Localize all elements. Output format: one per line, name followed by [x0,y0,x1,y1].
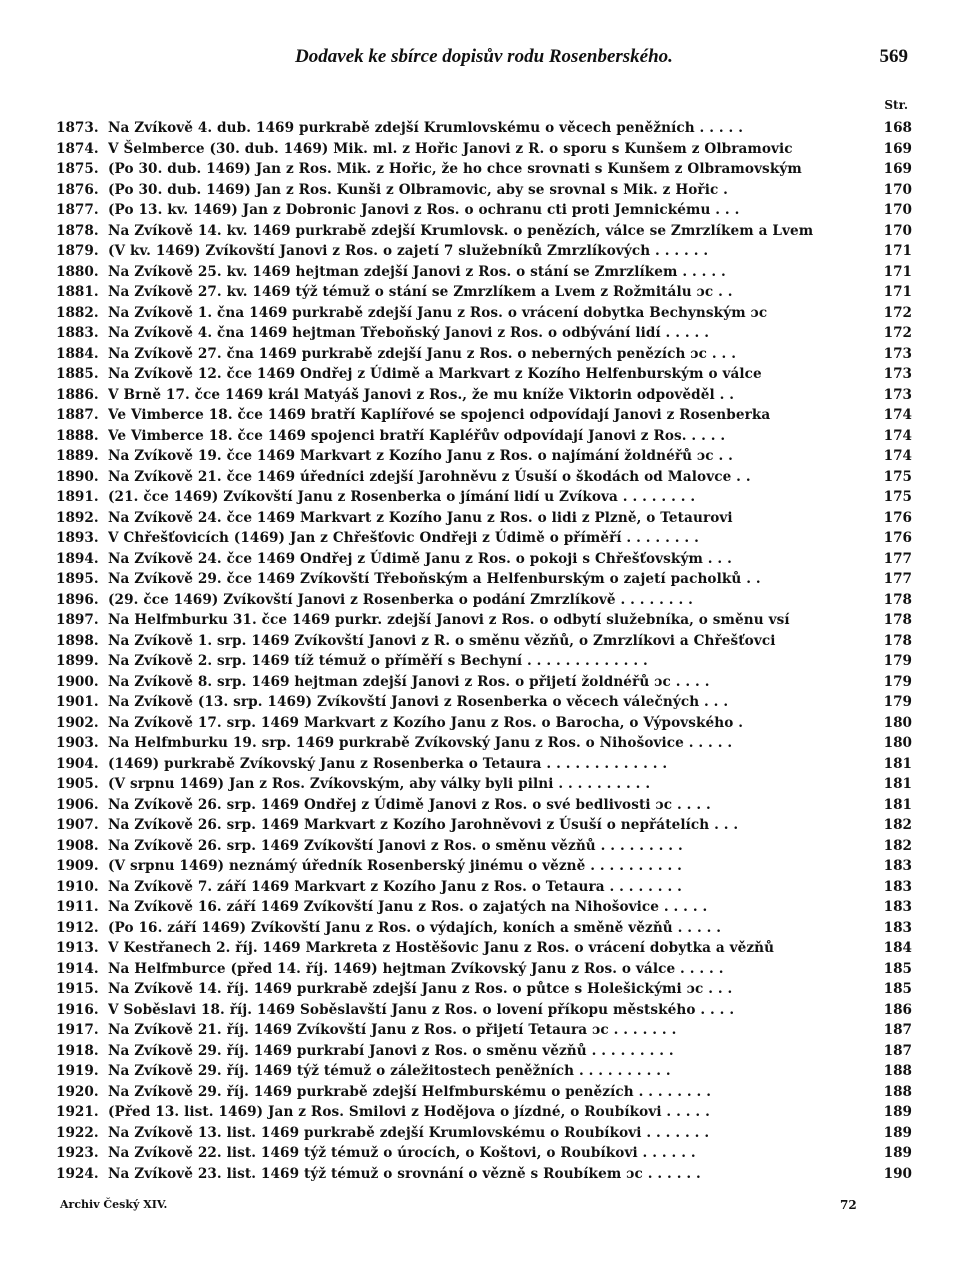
list-item [56,692,912,713]
list-item [56,1123,912,1144]
entry-number: 1887. [56,407,99,423]
entry-description: Na Zvíkově 26. srp. 1469 Markvart z Kozího Jarohněvovi z Úsuší o nepřátelích . . . [108,817,739,833]
entry-number: 1888. [56,427,99,444]
entry-description: (Po 30. dub. 1469) Jan z Ros. Mik. z Hořic, že ho chce srovnati s Kunšem z Olbramovským [108,161,802,177]
entry-description: Na Zvíkově 2. srp. 1469 tíž témuž o příměří s Bechyní . . . . . . . . . . . . . [108,653,648,669]
entry-page: 180 [883,714,912,731]
list-item [56,856,912,877]
entry-number: 1899. [56,653,99,669]
entry-number: 1911. [56,899,99,915]
list-item [56,938,912,959]
entry-number: 1924. [56,1165,99,1182]
entry-page: 188 [883,1063,912,1079]
entry-description: (Před 13. list. 1469) Jan z Ros. Smilovi z Hodějova o jízdné, o Roubíkovi . . . . . [108,1104,710,1120]
list-item [56,569,912,590]
entry-description: Na Zvíkově 29. říj. 1469 purkrabí Janovi z Ros. o směnu vězňů . . . . . . . . . [108,1042,674,1059]
entry-number: 1920. [56,1083,99,1100]
entry-description: Na Zvíkově 21. říj. 1469 Zvíkovští Janu z Ros. o přijetí Tetaura ɔc . . . . . . . [108,1022,677,1038]
entry-number: 1895. [56,571,99,587]
entry-number: 1897. [56,612,99,628]
entry-number: 1875. [56,161,99,177]
entry-page: 170 [883,181,912,198]
entry-page: 174 [883,427,912,444]
entry-description: Na Zvíkově 19. čce 1469 Markvart z Kozího Janu z Ros. o najímání žoldnéřů ɔc . . [108,448,733,464]
page-column-label: Str. [884,98,908,112]
entry-description: Na Zvíkově 4. dub. 1469 purkrabě zdejší Krumlovskému o věcech peněžních . . . . . [108,120,744,136]
list-item [56,631,912,652]
entry-number: 1921. [56,1104,99,1120]
entry-description: V Soběslavi 18. říj. 1469 Soběslavští Janu z Ros. o lovení příkopu městského . . . . [108,1001,735,1018]
list-item [56,405,912,426]
entry-page: 179 [883,694,912,710]
entry-number: 1881. [56,284,99,300]
entry-number: 1905. [56,776,99,792]
entry-description: Na Zvíkově 13. list. 1469 purkrabě zdejší Krumlovskému o Roubíkovi . . . . . . . [108,1124,710,1141]
entry-number: 1910. [56,878,99,895]
entry-number: 1907. [56,817,99,833]
entry-page: 169 [883,140,912,157]
entry-page: 185 [883,981,912,997]
entry-number: 1896. [56,591,99,608]
entry-page: 183 [883,919,912,936]
list-item [56,1061,912,1082]
list-item [56,733,912,754]
list-item [56,344,912,365]
list-item [56,364,912,385]
list-item [56,1082,912,1103]
page-footer [60,1198,860,1218]
entry-number: 1901. [56,694,99,710]
entry-description: Na Zvíkově 23. list. 1469 týž témuž o srovnání o vězně s Roubíkem ɔc . . . . . . [108,1165,701,1182]
entry-number: 1908. [56,837,99,854]
entry-page: 183 [883,858,912,874]
entry-description: (V srpnu 1469) Jan z Ros. Zvíkovským, aby války byli pilni . . . . . . . . . . [108,776,651,792]
entry-number: 1879. [56,243,99,259]
entry-description: Na Zvíkově (13. srp. 1469) Zvíkovští Janovi z Rosenberka o věcech válečných . . . [108,694,729,710]
entry-page: 177 [883,571,912,587]
entry-description: Na Zvíkově 27. čna 1469 purkrabě zdejší Janu z Ros. o neberných penězích ɔc . . . [108,345,737,362]
entry-number: 1916. [56,1001,99,1018]
entry-number: 1904. [56,755,99,772]
entry-number: 1894. [56,550,99,567]
entry-description: Na Zvíkově 17. srp. 1469 Markvart z Kozího Janu z Ros. o Barocha, o Výpovského . [108,714,744,731]
list-item [56,836,912,857]
entry-number: 1914. [56,960,99,977]
entry-number: 1915. [56,981,99,997]
entry-page: 188 [883,1083,912,1100]
entry-page: 190 [883,1165,912,1182]
entry-page: 173 [883,386,912,403]
entry-description: Na Zvíkově 24. čce 1469 Markvart z Kozího Janu z Ros. o lidi z Plzně, o Tetaurovi [108,509,733,526]
entry-number: 1923. [56,1145,99,1161]
entry-page: 168 [883,120,912,136]
entry-description: Na Zvíkově 26. srp. 1469 Zvíkovští Janovi z Ros. o směnu vězňů . . . . . . . . . [108,837,683,854]
list-item [56,918,912,939]
list-item [56,959,912,980]
list-item [56,446,912,467]
list-item [56,877,912,898]
list-item [56,549,912,570]
entry-description: Na Zvíkově 8. srp. 1469 hejtman zdejší Janovi z Ros. o přijetí žoldnéřů ɔc . . . . [108,673,710,690]
entry-description: Ve Vimberce 18. čce 1469 spojenci bratří Kapléřův odpovídají Janovi z Ros. . . . . [108,427,726,444]
entry-page: 181 [883,796,912,813]
entry-page: 174 [883,448,912,464]
entry-number: 1880. [56,263,99,280]
list-item [56,139,912,160]
list-item [56,467,912,488]
entry-page: 178 [883,632,912,649]
entry-description: Na Zvíkově 14. kv. 1469 purkrabě zdejší Krumlovsk. o penězích, válce se Zmrzlíkem a Lvem [108,222,814,239]
entry-number: 1873. [56,120,99,136]
entry-page: 189 [883,1104,912,1120]
entry-page: 176 [883,530,912,546]
entry-description: Na Zvíkově 29. čce 1469 Zvíkovští Třeboňským a Helfenburským o zajetí pacholků . . [108,571,761,587]
entry-number: 1912. [56,919,99,936]
list-item [56,815,912,836]
entry-page: 177 [883,550,912,567]
entry-page: 174 [883,407,912,423]
entry-number: 1878. [56,222,99,239]
list-item [56,672,912,693]
list-item [56,118,912,139]
entry-description: Na Helfmburku 31. čce 1469 purkr. zdejší Janovi z Ros. o odbytí služebníka, o směnu vsí [108,612,790,628]
entry-page: 173 [883,366,912,382]
list-item [56,385,912,406]
entry-number: 1889. [56,448,99,464]
entry-page: 189 [883,1145,912,1161]
entry-number: 1876. [56,181,99,198]
list-item [56,262,912,283]
entry-page: 186 [883,1001,912,1018]
entry-description: (21. čce 1469) Zvíkovští Janu z Rosenberka o jímání lidí u Zvíkova . . . . . . . . [108,489,696,505]
entry-number: 1882. [56,304,99,321]
list-item [56,241,912,262]
entry-page: 170 [883,222,912,239]
list-item [56,159,912,180]
entry-page: 171 [883,284,912,300]
entry-description: Na Zvíkově 29. říj. 1469 týž témuž o záležitostech peněžních . . . . . . . . . . [108,1063,671,1079]
entry-description: (V kv. 1469) Zvíkovští Janovi z Ros. o zajetí 7 služebníků Zmrzlíkových . . . . . . [108,243,709,259]
list-item [56,282,912,303]
entry-description: (Po 30. dub. 1469) Jan z Ros. Kunši z Olbramovic, aby se srovnal s Mik. z Hořic . [108,181,728,198]
list-item [56,221,912,242]
entry-number: 1913. [56,940,99,956]
entries-list [56,118,912,1184]
entry-description: Na Zvíkově 1. čna 1469 purkrabě zdejší Janu z Ros. o vrácení dobytka Bechynským ɔc [108,304,768,321]
list-item [56,795,912,816]
entry-description: Na Zvíkově 24. čce 1469 Ondřej z Údimě Janu z Ros. o pokoji s Chřešťovským . . . [108,550,732,567]
entry-description: Ve Vimberce 18. čce 1469 bratří Kaplířové se spojenci odpovídají Janovi z Rosenberka [108,407,771,423]
page-header [60,44,908,74]
list-item [56,1000,912,1021]
list-item [56,754,912,775]
entry-page: 175 [883,489,912,505]
entry-description: V Kestřanech 2. říj. 1469 Markreta z Hostěšovic Janu z Ros. o vrácení dobytka a vězňů [108,940,775,956]
entry-description: (V srpnu 1469) neznámý úředník Rosenberský jinému o vězně . . . . . . . . . . [108,858,683,874]
entry-page: 185 [883,960,912,977]
entry-description: Na Zvíkově 14. říj. 1469 purkrabě zdejší Janu z Ros. o půtce s Holešickými ɔc . . . [108,981,733,997]
entry-page: 178 [883,591,912,608]
entry-page: 182 [883,817,912,833]
entry-page: 189 [883,1124,912,1141]
entry-number: 1903. [56,735,99,751]
entry-page: 175 [883,468,912,485]
entry-number: 1922. [56,1124,99,1141]
entry-description: Na Zvíkově 22. list. 1469 týž témuž o úrocích, o Koštovi, o Roubíkovi . . . . . . [108,1145,696,1161]
entry-description: Na Zvíkově 21. čce 1469 úředníci zdejší Jarohněvu z Úsuší o škodách od Malovce . . [108,468,751,485]
entry-page: 180 [883,735,912,751]
entry-number: 1918. [56,1042,99,1059]
entry-number: 1906. [56,796,99,813]
entry-page: 171 [883,263,912,280]
list-item [56,1164,912,1185]
entry-description: V Chřešťovicích (1469) Jan z Chřešťovic Ondřeji z Údimě o příměří . . . . . . . . [108,530,699,546]
list-item [56,979,912,1000]
entry-description: Na Zvíkově 12. čce 1469 Ondřej z Údimě a Markvart z Kozího Helfenburským o válce [108,366,762,382]
entry-page: 170 [883,202,912,218]
entry-description: (Po 16. září 1469) Zvíkovští Janu z Ros. o výdajích, koních a směně vězňů . . . . . [108,919,722,936]
running-title: Dodavek ke sbírce dopisův rodu Rosenberského. [295,46,673,67]
entry-description: (1469) purkrabě Zvíkovský Janu z Rosenberka o Tetaura . . . . . . . . . . . . . [108,755,668,772]
entry-number: 1917. [56,1022,99,1038]
entry-page: 171 [883,243,912,259]
entry-page: 178 [883,612,912,628]
entry-number: 1892. [56,509,99,526]
entry-page: 183 [883,899,912,915]
list-item [56,1041,912,1062]
entry-page: 182 [883,837,912,854]
entry-description: Na Helfmburce (před 14. říj. 1469) hejtman Zvíkovský Janu z Ros. o válce . . . . . [108,960,724,977]
entry-page: 181 [883,755,912,772]
entry-number: 1919. [56,1063,99,1079]
entry-description: Na Zvíkově 25. kv. 1469 hejtman zdejší Janovi z Ros. o stání se Zmrzlíkem . . . . . [108,263,726,280]
entry-description: Na Zvíkově 29. říj. 1469 purkrabě zdejší Helfmburskému o penězích . . . . . . . . [108,1083,712,1100]
list-item [56,1143,912,1164]
entry-page: 187 [883,1022,912,1038]
entry-number: 1874. [56,140,99,157]
list-item [56,610,912,631]
entry-number: 1891. [56,489,99,505]
list-item [56,508,912,529]
list-item [56,651,912,672]
list-item [56,180,912,201]
entry-number: 1890. [56,468,99,485]
entry-page: 179 [883,653,912,669]
entry-number: 1898. [56,632,99,649]
entry-page: 172 [883,304,912,321]
entry-page: 176 [883,509,912,526]
list-item [56,1102,912,1123]
entry-page: 179 [883,673,912,690]
entry-number: 1909. [56,858,99,874]
list-item [56,897,912,918]
entry-page: 172 [883,325,912,341]
entry-number: 1886. [56,386,99,403]
entry-page: 169 [883,161,912,177]
entry-description: Na Zvíkově 16. září 1469 Zvíkovští Janu z Ros. o zajatých na Nihošovice . . . . . [108,899,708,915]
footer-sheet-number: 72 [840,1198,857,1212]
entry-description: Na Zvíkově 1. srp. 1469 Zvíkovští Janovi z R. o směnu vězňů, o Zmrzlíkovi a Chřešťovci [108,632,776,649]
list-item [56,303,912,324]
entry-page: 184 [883,940,912,956]
page-number: 569 [879,46,908,67]
entry-page: 183 [883,878,912,895]
entry-description: Na Zvíkově 27. kv. 1469 týž témuž o stání se Zmrzlíkem a Lvem z Rožmitálu ɔc . . [108,284,733,300]
entry-description: Na Zvíkově 26. srp. 1469 Ondřej z Údimě Janovi z Ros. o své bedlivosti ɔc . . . . [108,796,711,813]
entry-description: Na Zvíkově 7. září 1469 Markvart z Kozího Janu z Ros. o Tetaura . . . . . . . . [108,878,682,895]
list-item [56,528,912,549]
entry-description: V Šelmberce (30. dub. 1469) Mik. ml. z Hořic Janovi z R. o sporu s Kunšem z Olbramovic [108,140,793,157]
entry-page: 173 [883,345,912,362]
entry-page: 187 [883,1042,912,1059]
entry-description: V Brně 17. čce 1469 král Matyáš Janovi z Ros., že mu kníže Viktorin odpověděl . . [108,386,735,403]
list-item [56,774,912,795]
entry-description: Na Helfmburku 19. srp. 1469 purkrabě Zvíkovský Janu z Ros. o Nihošovice . . . . . [108,735,733,751]
entry-description: (Po 13. kv. 1469) Jan z Dobronic Janovi z Ros. o ochranu cti proti Jemnickému . . . [108,202,740,218]
entry-number: 1893. [56,530,99,546]
entry-number: 1883. [56,325,99,341]
entry-page: 181 [883,776,912,792]
entry-description: (29. čce 1469) Zvíkovští Janovi z Rosenberka o podání Zmrzlíkově . . . . . . . . [108,591,693,608]
list-item [56,323,912,344]
entry-number: 1885. [56,366,99,382]
entry-number: 1900. [56,673,99,690]
list-item [56,200,912,221]
list-item [56,713,912,734]
entry-number: 1902. [56,714,99,731]
list-item [56,590,912,611]
list-item [56,487,912,508]
list-item [56,1020,912,1041]
entry-number: 1877. [56,202,99,218]
entry-description: Na Zvíkově 4. čna 1469 hejtman Třeboňský Janovi z Ros. o odbývání lidí . . . . . [108,325,710,341]
footer-signature: Archiv Český XIV. [60,1198,168,1211]
list-item [56,426,912,447]
entry-number: 1884. [56,345,99,362]
